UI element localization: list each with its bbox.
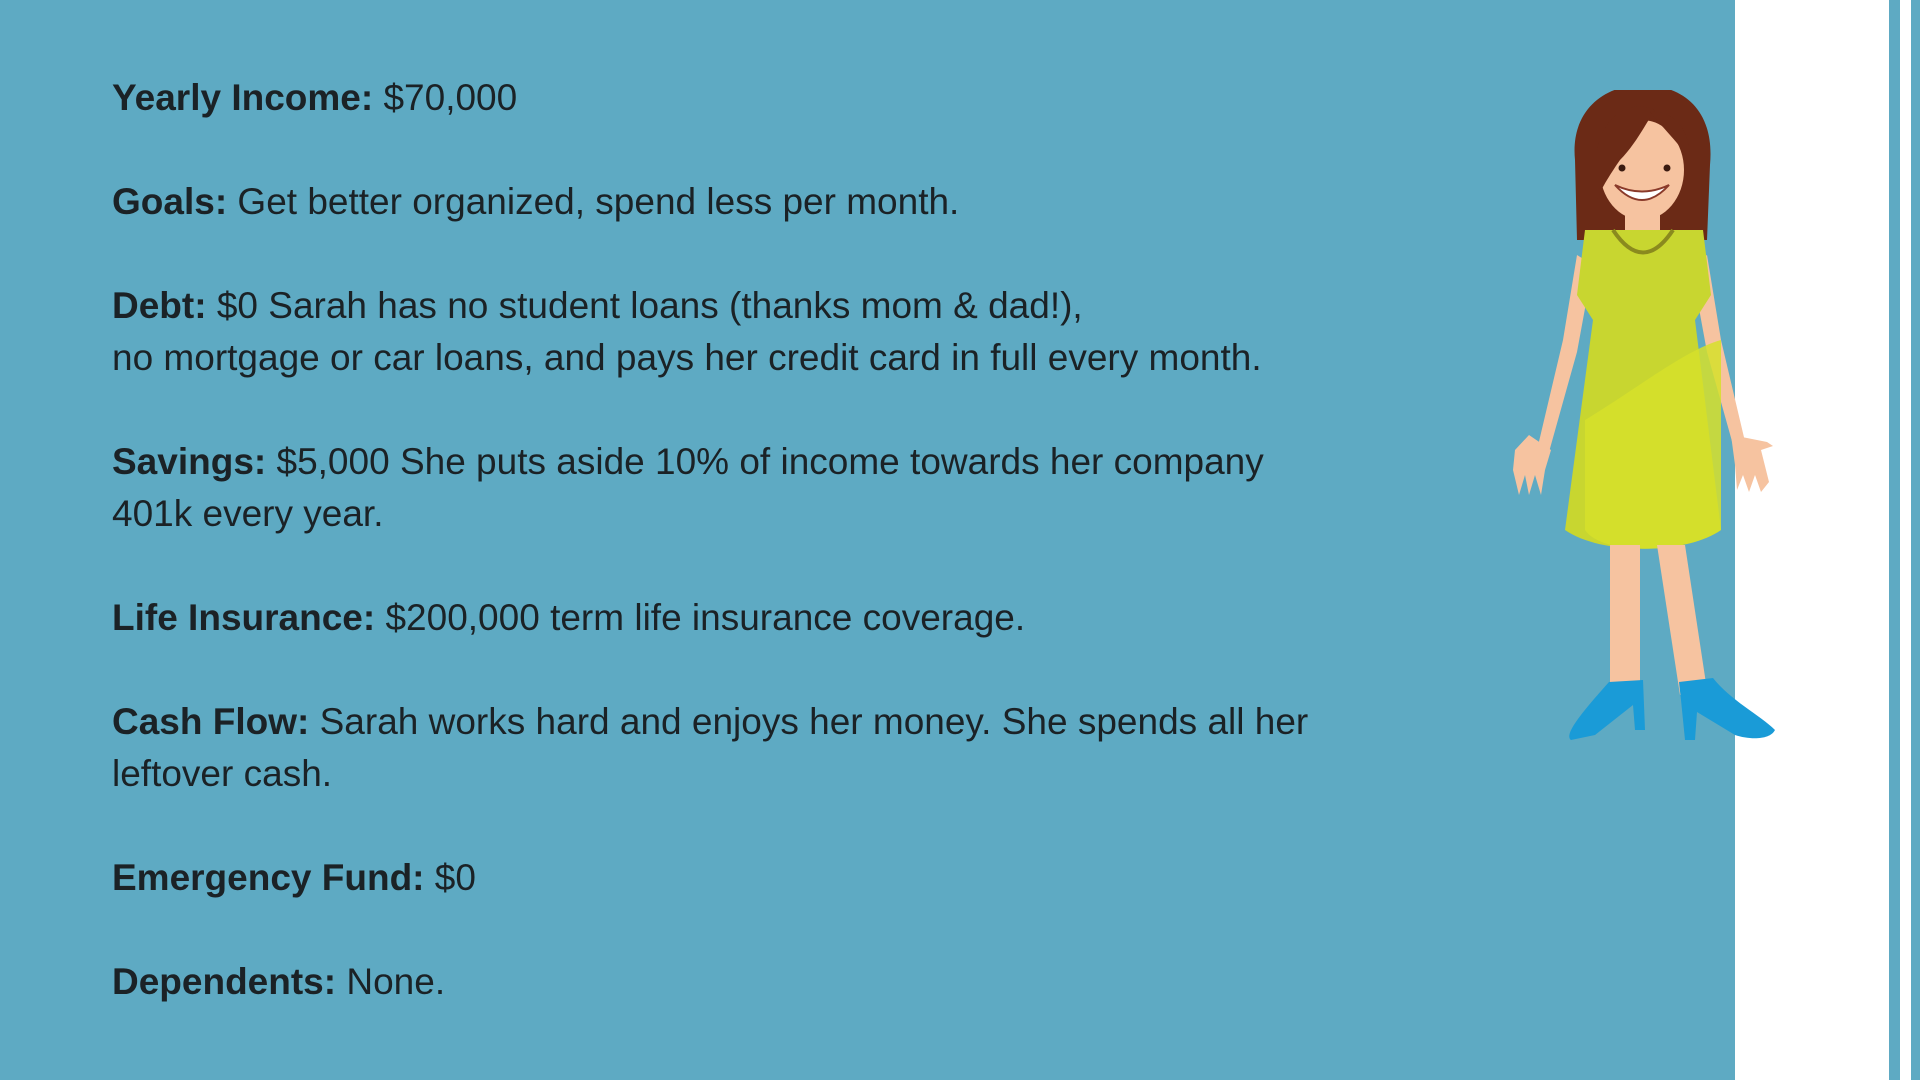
field-value: $0 Sarah has no student loans (thanks mom & dad!), (216, 285, 1083, 326)
field-label: Life Insurance: (112, 597, 376, 638)
field-yearly-income (112, 72, 1342, 124)
field-label: Savings: (112, 441, 267, 482)
field-value: Get better organized, spend less per month. (237, 181, 960, 222)
field-value: $200,000 term life insurance coverage. (385, 597, 1026, 638)
field-value: $0 (434, 857, 476, 898)
woman-character-illustration (1485, 90, 1795, 770)
field-label: Debt: (112, 285, 207, 326)
field-label: Dependents: (112, 961, 337, 1002)
field-value: $5,000 She puts aside 10% of income towards her company 401k every year. (112, 441, 1264, 534)
field-value: Sarah works hard and enjoys her money. She spends all her leftover cash. (112, 701, 1309, 794)
field-label: Emergency Fund: (112, 857, 425, 898)
field-label: Goals: (112, 181, 228, 222)
field-value-continued: no mortgage or car loans, and pays her credit card in full every month. (112, 337, 1262, 378)
decorative-stripe (1889, 0, 1900, 1080)
field-cash-flow (112, 696, 1342, 800)
field-value: $70,000 (383, 77, 518, 118)
field-label: Yearly Income: (112, 77, 374, 118)
shoe-icon (1679, 678, 1775, 740)
field-dependents (112, 956, 1342, 1008)
field-goals (112, 176, 1342, 228)
field-emergency-fund (112, 852, 1342, 904)
field-debt (112, 280, 1342, 384)
field-value: None. (346, 961, 446, 1002)
field-life-insurance (112, 592, 1342, 644)
financial-profile (112, 72, 1342, 1008)
field-savings (112, 436, 1342, 540)
shoe-icon (1569, 680, 1645, 740)
field-label: Cash Flow: (112, 701, 310, 742)
decorative-stripe (1911, 0, 1920, 1080)
